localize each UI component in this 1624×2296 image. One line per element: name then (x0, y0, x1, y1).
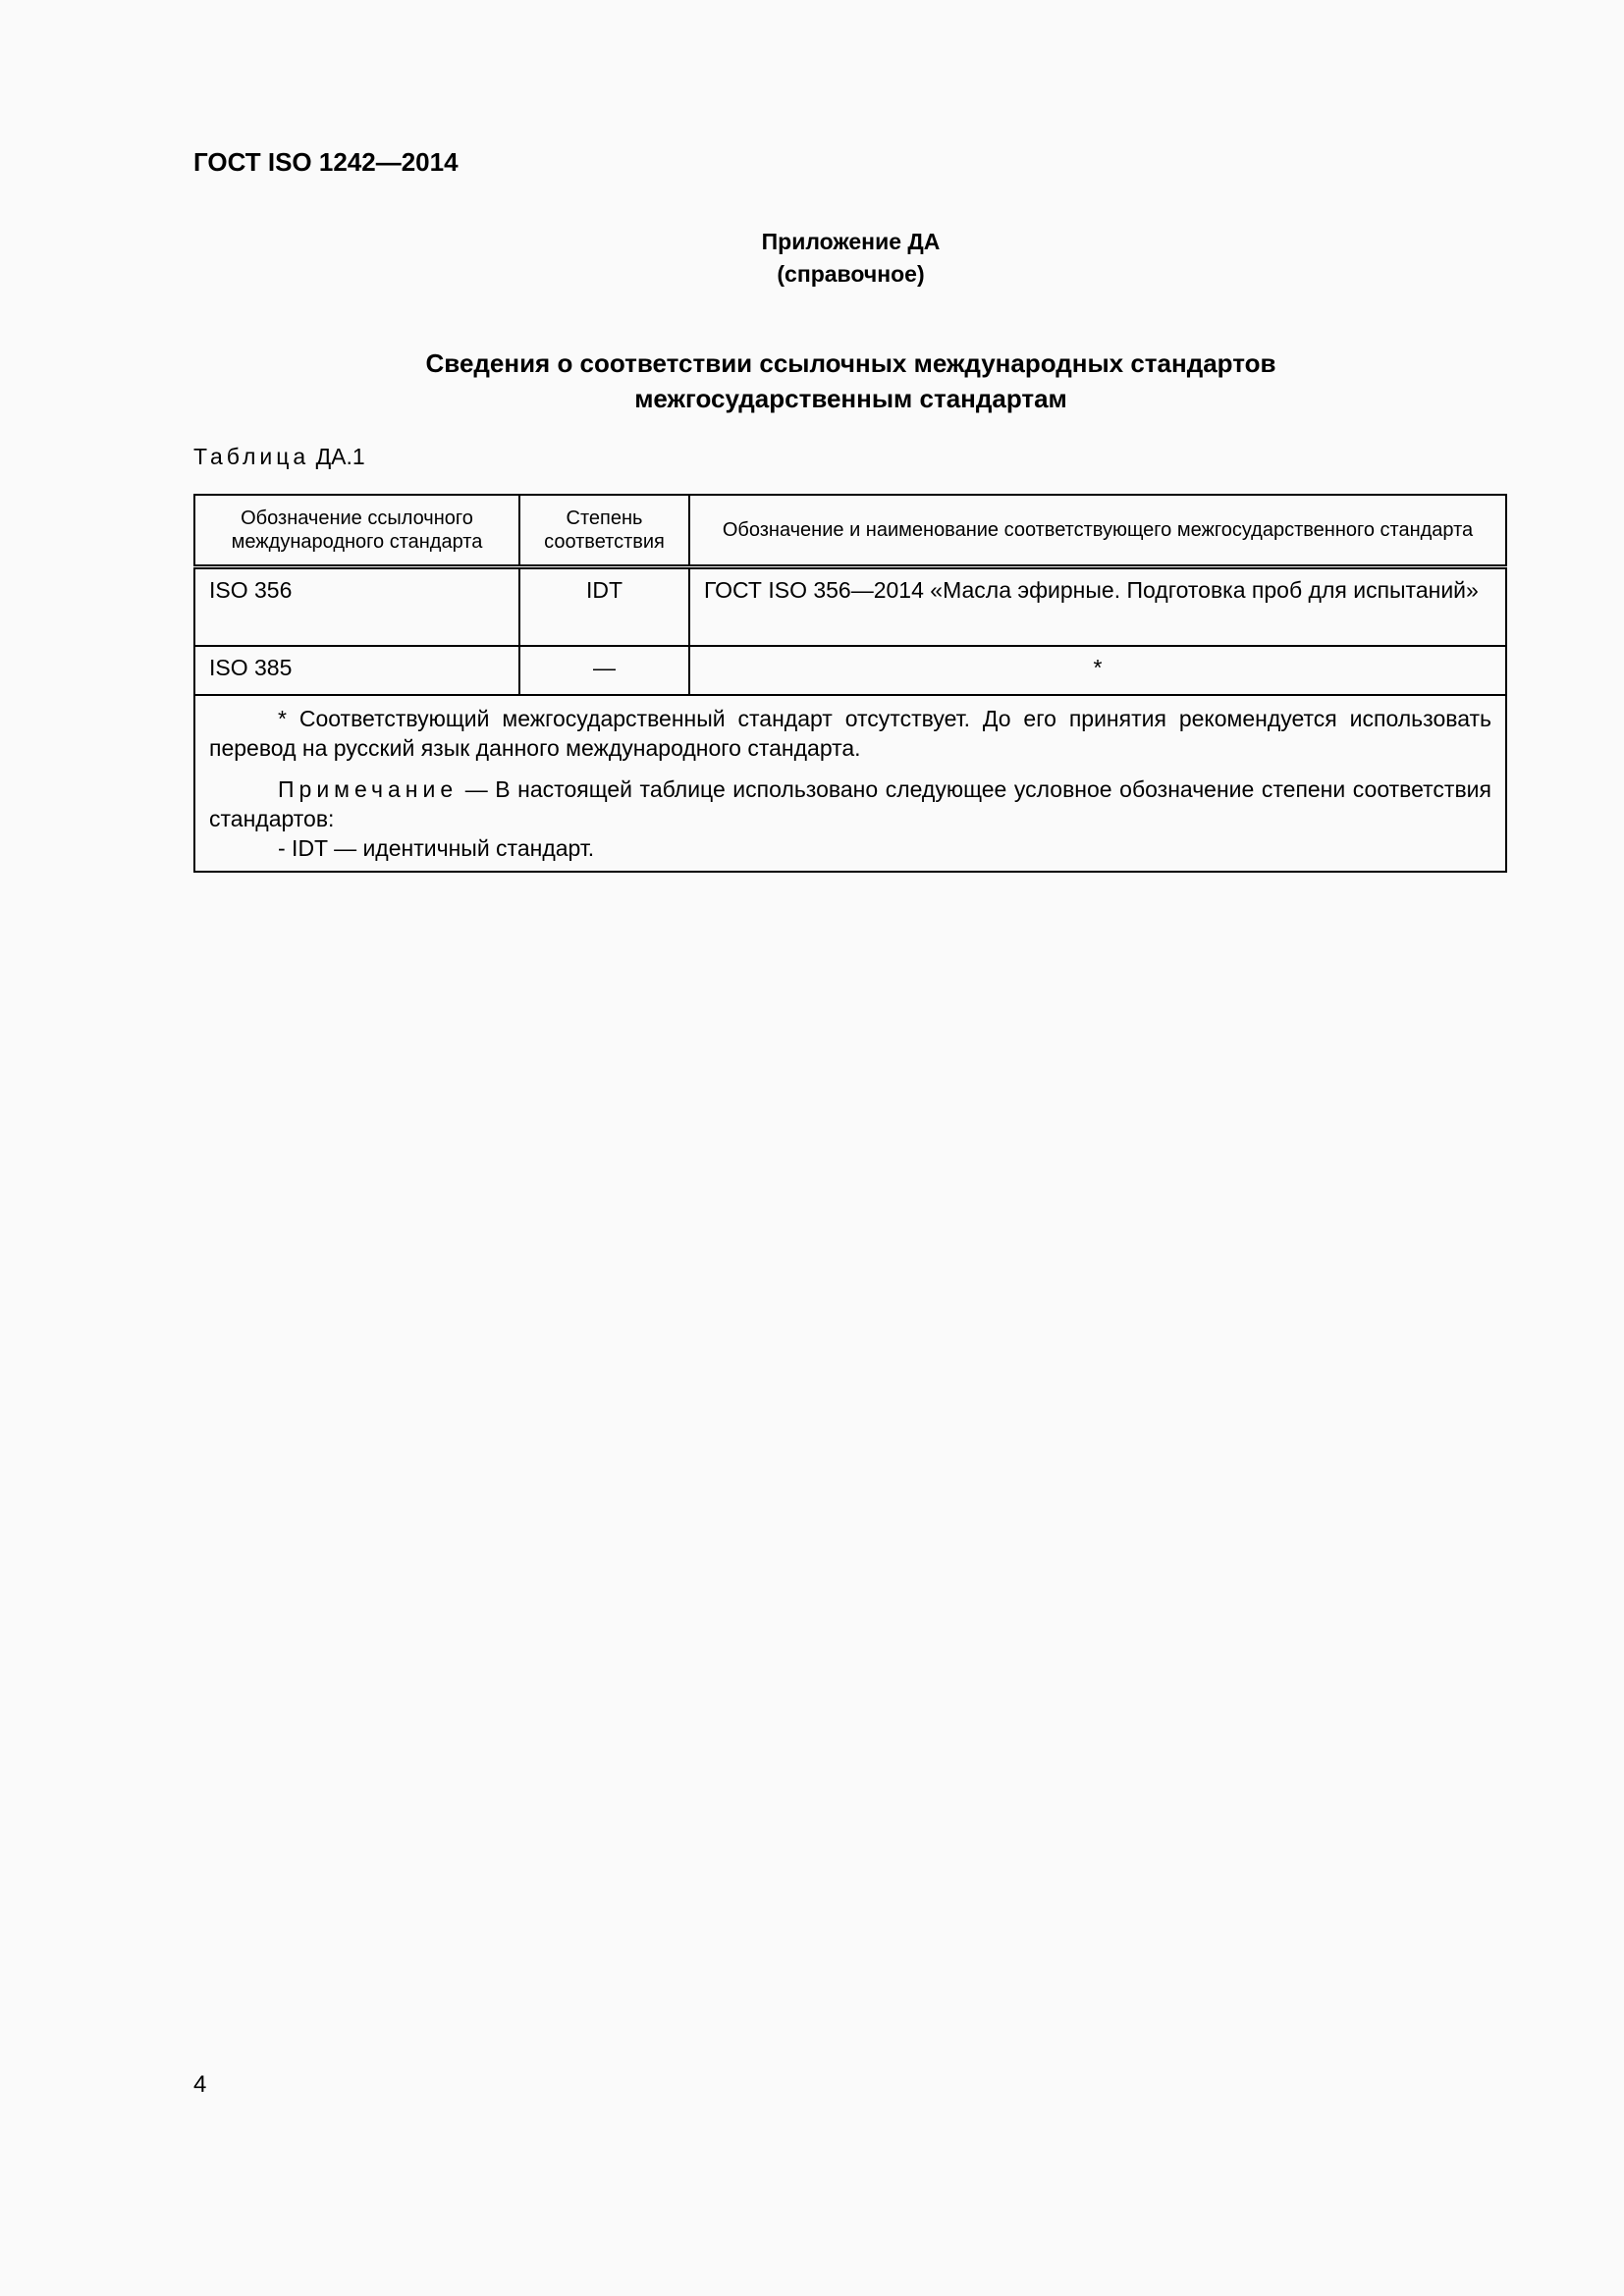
table-cell: — (519, 646, 689, 695)
table-row (194, 646, 1506, 695)
table-footer-row (194, 695, 1506, 872)
appendix-title: Приложение ДА (761, 229, 941, 254)
appendix-heading (0, 226, 1624, 291)
note-text: — В настоящей таблице использовано следующее условное обозначение степени соответствия стандартов: (209, 775, 1491, 831)
table-label-number: ДА.1 (315, 444, 365, 469)
correspondence-table (193, 494, 1507, 873)
table-header-row (194, 495, 1506, 567)
column-header: Степень соответствия (519, 495, 689, 567)
page-number: 4 (193, 2071, 207, 2098)
note-item: - IDT — идентичный стандарт. (278, 834, 595, 861)
column-header: Обозначение и наименование соответствующего межгосударственного стандарта (689, 495, 1506, 567)
appendix-subtitle: (справочное) (777, 261, 925, 287)
note-label: Примечание (278, 775, 459, 802)
table-label-word: Таблица (193, 444, 310, 469)
document-code: ГОСТ ISO 1242—2014 (193, 147, 459, 177)
table-cell: ГОСТ ISO 356—2014 «Масла эфирные. Подготовка проб для испытаний» (689, 567, 1506, 646)
column-header: Обозначение ссылочного международного стандарта (194, 495, 519, 567)
section-title-line1: Сведения о соответствии ссылочных международных стандартов (425, 348, 1276, 378)
section-title-line2: межгосударственным стандартам (634, 384, 1067, 413)
table-footnotes (194, 695, 1506, 872)
table-cell: ISO 356 (194, 567, 519, 646)
table-cell: ISO 385 (194, 646, 519, 695)
table-cell: * (689, 646, 1506, 695)
footnote: * Соответствующий межгосударственный стандарт отсутствует. До его принятия рекомендуется использовать перевод на русский язык данного международного стандарта. (209, 705, 1491, 761)
table-cell: IDT (519, 567, 689, 646)
note (209, 774, 1491, 833)
section-title (0, 346, 1624, 416)
table-row (194, 567, 1506, 646)
table-label (193, 444, 365, 470)
